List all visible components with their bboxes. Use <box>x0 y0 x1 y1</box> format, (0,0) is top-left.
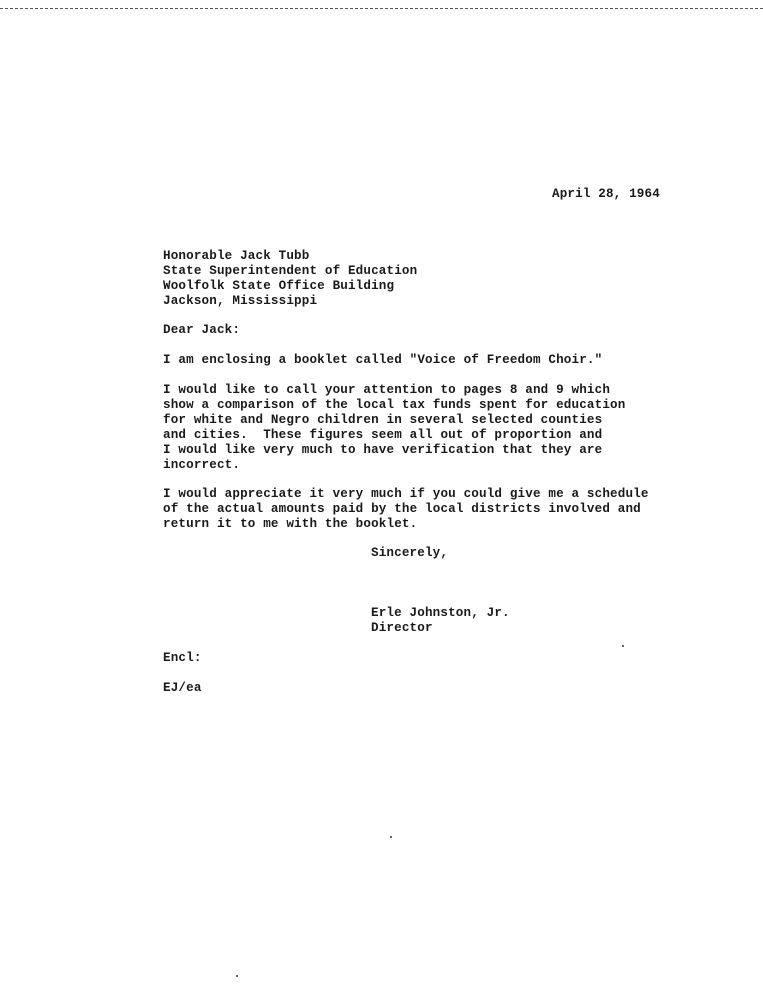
reference-initials: EJ/ea <box>163 681 202 695</box>
paragraph-2-line-5: I would like very much to have verification that they are <box>163 443 603 457</box>
address-line-4: Jackson, Mississippi <box>163 294 318 308</box>
letter-date: April 28, 1964 <box>552 187 660 201</box>
signer-title: Director <box>371 621 433 635</box>
paper-speck <box>622 645 624 647</box>
paragraph-2-line-6: incorrect. <box>163 458 241 472</box>
address-line-3: Woolfolk State Office Building <box>163 279 395 293</box>
address-line-2: State Superintendent of Education <box>163 264 418 278</box>
paragraph-3-line-2: of the actual amounts paid by the local districts involved and <box>163 502 641 516</box>
paper-speck <box>236 975 238 977</box>
signer-name: Erle Johnston, Jr. <box>371 606 510 620</box>
paragraph-3-line-1: I would appreciate it very much if you could give me a schedule <box>163 487 649 501</box>
paper-speck <box>390 836 392 838</box>
closing: Sincerely, <box>371 546 449 560</box>
paragraph-3-line-3: return it to me with the booklet. <box>163 517 418 531</box>
address-line-1: Honorable Jack Tubb <box>163 249 310 263</box>
page-top-edge <box>0 0 763 9</box>
paragraph-2-line-2: show a comparison of the local tax funds spent for education <box>163 398 626 412</box>
paragraph-2-line-1: I would like to call your attention to pages 8 and 9 which <box>163 383 611 397</box>
paragraph-2-line-4: and cities. These figures seem all out of proportion and <box>163 428 603 442</box>
paragraph-1-line-1: I am enclosing a booklet called "Voice of Freedom Choir." <box>163 353 603 367</box>
salutation: Dear Jack: <box>163 323 241 337</box>
enclosure-note: Encl: <box>163 651 202 665</box>
paragraph-2-line-3: for white and Negro children in several selected counties <box>163 413 603 427</box>
